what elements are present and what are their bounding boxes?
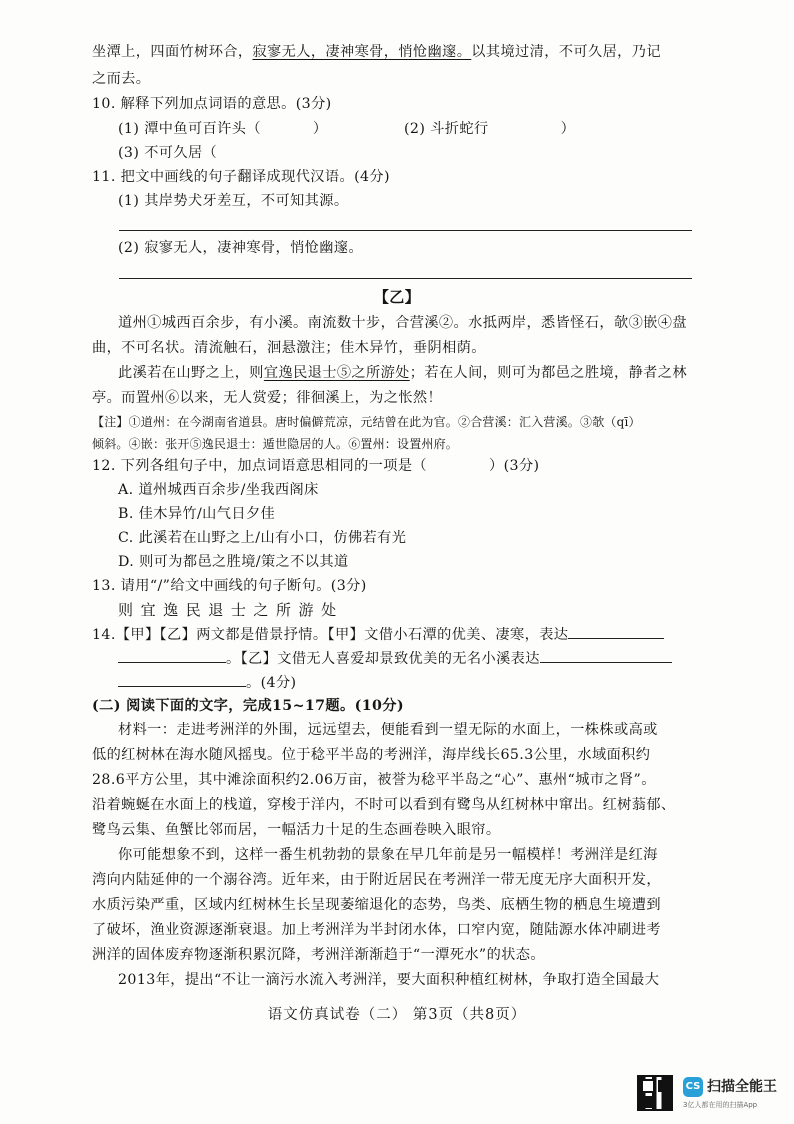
item-text: (1) 潭中鱼可百许头（ — [118, 121, 261, 137]
question-12-option-a: A. 道州城西百余步/坐我西阁床 — [118, 482, 319, 498]
question-12-option-d: D. 则可为都邑之胜境/策之不以其道 — [118, 554, 349, 570]
scanner-app-name: 扫描全能王 — [707, 1079, 777, 1095]
material-1-line-8: 水质污染严重，区域内红树林生长呈现萎缩退化的态势，鸟类、底栖生物的栖息生境遭到 — [92, 897, 661, 913]
passage-line-1 — [92, 42, 661, 62]
question-text: 12. 下列各组句子中，加点词语意思相同的一项是（ — [92, 458, 428, 474]
question-10-item-2 — [404, 119, 575, 139]
question-14-line-1 — [92, 624, 664, 645]
section-2-title: (二) 阅读下面的文字，完成15~17题。(10分) — [92, 698, 404, 714]
material-1-line-11: 2013年，提出“不让一滴污水流入考洲洋，要大面积种植红树林，争取打造全国最大 — [118, 972, 660, 988]
scanner-tagline: 3亿人都在用的扫描App — [683, 1101, 758, 1109]
passage-text: 此溪若在山野之上，则 — [118, 365, 264, 381]
question-11-title: 11. 把文中画线的句子翻译成现代汉语。(4分) — [92, 169, 390, 185]
page-footer: 语文仿真试卷（二） 第3页（共8页） — [267, 1007, 527, 1023]
passage-yi-heading: 【乙】 — [373, 288, 421, 306]
answer-line[interactable] — [119, 278, 692, 279]
question-12-option-c: C. 此溪若在山野之上/山有小口，仿佛若有光 — [118, 530, 407, 546]
passage-note-2: 倾斜。④嵌：张开⑤逸民退士：遁世隐居的人。⑥置州：设置州府。 — [92, 437, 459, 451]
question-14-line-2 — [118, 648, 672, 669]
question-10-title: 10. 解释下列加点词语的意思。(3分) — [92, 96, 332, 112]
passage-text: 以其境过清，不可久居，乃记 — [471, 44, 661, 60]
question-text: 14.【甲】【乙】两文都是借景抒情。【甲】文借小石潭的优美、凄寒，表达 — [92, 627, 569, 643]
material-1-line-3: 28.6平方公里，其中滩涂面积约2.06万亩，被誉为稔平半岛之“心”、惠州“城市之肾”。 — [92, 772, 656, 788]
camscanner-logo-icon: CS — [683, 1077, 703, 1097]
answer-blank[interactable] — [540, 648, 672, 663]
passage-text: ；若在人间，则可为都邑之胜境，静者之林 — [409, 365, 687, 381]
question-10-item-1 — [118, 119, 328, 139]
material-1-line-9: 了破坏，渔业资源逐渐衰退。加上考洲洋为半封闭水体，口窄内宽，随陆源水体冲刷进考 — [92, 922, 661, 938]
material-1-line-7: 湾向内陆延伸的一个溺谷湾。近年来，由于附近居民在考洲洋一带无度无序大面积开发， — [92, 872, 661, 888]
passage-yi-line-4: 亭。而置州⑥以来，无人赏爱；徘徊溪上，为之怅然！ — [92, 390, 443, 406]
question-12-title — [92, 456, 540, 476]
answer-line[interactable] — [119, 230, 692, 231]
material-1-line-4: 沿着蜿蜒在水面上的栈道，穿梭于洋内，不时可以看到有鹭鸟从红树林中窜出。红树蓊郁、 — [92, 797, 676, 813]
underlined-sentence: 寂寥无人，凄神寒骨，悄怆幽邃。 — [252, 44, 472, 60]
passage-text: 坐潭上，四面竹树环合， — [92, 44, 253, 60]
question-text: 。【乙】文借无人喜爱却景致优美的无名小溪表达 — [226, 651, 540, 667]
passage-yi-line-3 — [118, 363, 687, 383]
question-score: ）(3分) — [489, 458, 540, 474]
answer-blank[interactable] — [568, 624, 664, 639]
passage-line-2: 之而去。 — [92, 71, 151, 87]
question-12-option-b: B. 佳木异竹/山气日夕佳 — [118, 506, 276, 522]
material-1-line-10: 洲洋的固体废弃物逐渐积累沉降，考洲洋渐渐趋于“一潭死水”的状态。 — [92, 947, 545, 963]
question-score: 。(4分) — [246, 675, 297, 691]
qr-code-icon — [637, 1075, 673, 1111]
answer-blank[interactable] — [118, 672, 246, 687]
question-13-sentence: 则 宜 逸 民 退 士 之 所 游 处 — [118, 601, 338, 619]
passage-yi-line-2: 曲，不可名状。清流触石，洄悬激注；佳木异竹，垂阴相荫。 — [92, 340, 486, 356]
question-14-line-3 — [118, 672, 296, 693]
question-13-title: 13. 请用“/”给文中画线的句子断句。(3分) — [92, 578, 367, 594]
item-text: (2) 斗折蛇行 — [404, 121, 489, 137]
passage-yi-line-1: 道州①城西百余步，有小溪。南流数十步，合营溪②。水抵两岸，悉皆怪石，欹③嵌④盘 — [118, 315, 687, 331]
item-paren: ） — [560, 121, 576, 137]
question-11-item-1: (1) 其岸势犬牙差互，不可知其源。 — [118, 193, 349, 209]
answer-blank[interactable] — [118, 648, 226, 663]
material-1-line-1: 材料一：走进考洲洋的外围，远远望去，便能看到一望无际的水面上，一株株或高或 — [118, 722, 658, 738]
material-1-line-6: 你可能想象不到，这样一番生机勃勃的景象在早几年前是另一幅模样！考洲洋是红海 — [118, 847, 658, 863]
underlined-sentence: 宜逸民退士⑤之所游处 — [263, 365, 410, 381]
material-1-line-2: 低的红树林在海水随风摇曳。位于稔平半岛的考洲洋，海岸线长65.3公里，水域面积约 — [92, 747, 651, 763]
question-11-item-2: (2) 寂寥无人，凄神寒骨，悄怆幽邃。 — [118, 240, 364, 256]
item-paren: ） — [312, 121, 328, 137]
passage-note-1: 【注】①道州：在今湖南省道县。唐时偏僻荒凉，元结曾在此为官。②合营溪：汇入营溪。③欹（qī） — [92, 415, 641, 429]
question-10-item-3: (3) 不可久居（ — [118, 145, 218, 161]
material-1-line-5: 鹭鸟云集、鱼蟹比邻而居，一幅活力十足的生态画卷映入眼帘。 — [92, 822, 501, 838]
